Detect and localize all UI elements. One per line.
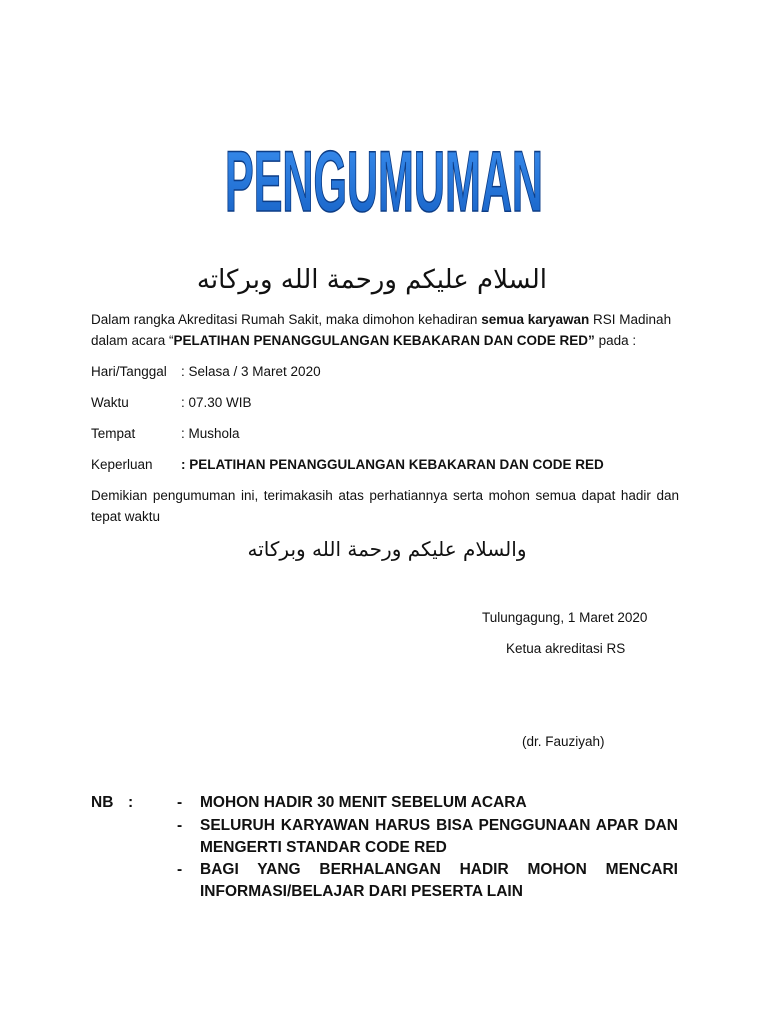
- detail-label: Tempat: [91, 426, 136, 441]
- intro-line-2: [91, 330, 691, 351]
- signer-position: Ketua akreditasi RS: [506, 641, 626, 656]
- salam-closing: [232, 534, 542, 564]
- nb-bullet: -: [177, 794, 183, 811]
- nb-item-3-line-1: BAGI YANG BERHALANGAN HADIR MOHON MENCARI: [200, 861, 678, 878]
- intro-paragraph: [91, 309, 691, 351]
- announcement-title: [222, 108, 547, 220]
- title-wordart: [222, 108, 547, 220]
- nb-item-3: [200, 859, 678, 903]
- intro-bold-staff: semua karyawan: [481, 312, 590, 327]
- intro-text-1: Dalam rangka Akreditasi Rumah Sakit, maka dimohon kehadiran: [91, 312, 482, 327]
- detail-row-place: [91, 423, 691, 445]
- detail-value: : PELATIHAN PENANGGULANGAN KEBAKARAN DAN CODE RED: [181, 457, 604, 472]
- title-text: PENGUMUMAN: [225, 133, 544, 220]
- detail-label: Hari/Tanggal: [91, 364, 167, 379]
- nb-colon: :: [128, 794, 134, 811]
- nb-item-2-line-1: SELURUH KARYAWAN HARUS BISA PENGGUNAAN APAR DAN: [200, 817, 678, 834]
- detail-row-time: [91, 392, 691, 414]
- detail-value: : Mushola: [181, 426, 240, 441]
- salam-opening-text: السلام عليكم ورحمة الله وبركاته: [196, 265, 547, 295]
- signer-name: (dr. Fauziyah): [522, 734, 605, 749]
- nb-item-1: MOHON HADIR 30 MENIT SEBELUM ACARA: [200, 794, 527, 811]
- intro-line-1: [91, 309, 691, 330]
- salam-opening: [196, 262, 547, 298]
- intro-text-3: dalam acara “: [91, 333, 174, 348]
- nb-bullet: -: [177, 861, 183, 878]
- nb-bullet: -: [177, 817, 183, 834]
- intro-bold-event: PELATIHAN PENANGGULANGAN KEBAKARAN DAN CODE RED”: [173, 333, 595, 348]
- detail-value: : 07.30 WIB: [181, 395, 252, 410]
- nb-item-3-line-2: INFORMASI/BELAJAR DARI PESERTA LAIN: [200, 883, 523, 900]
- detail-label: Keperluan: [91, 457, 153, 472]
- nb-item-2-line-2: MENGERTI STANDAR CODE RED: [200, 839, 447, 856]
- salam-closing-text: والسلام عليكم ورحمة الله وبركاته: [247, 537, 527, 561]
- detail-row-purpose: [91, 454, 691, 476]
- nb-item-2: [200, 815, 678, 859]
- detail-row-date: [91, 361, 691, 383]
- intro-text-4: pada :: [594, 333, 637, 348]
- closing-line-1: Demikian pengumuman ini, terimakasih atas perhatiannya serta mohon semua dapat hadir dan: [91, 488, 679, 503]
- nb-label: NB: [91, 794, 114, 811]
- place-date: Tulungagung, 1 Maret 2020: [482, 610, 648, 625]
- intro-text-2: RSI Madinah: [589, 312, 672, 327]
- closing-paragraph: [91, 485, 679, 527]
- detail-value: : Selasa / 3 Maret 2020: [181, 364, 321, 379]
- closing-line-2: tepat waktu: [91, 509, 161, 524]
- detail-label: Waktu: [91, 395, 129, 410]
